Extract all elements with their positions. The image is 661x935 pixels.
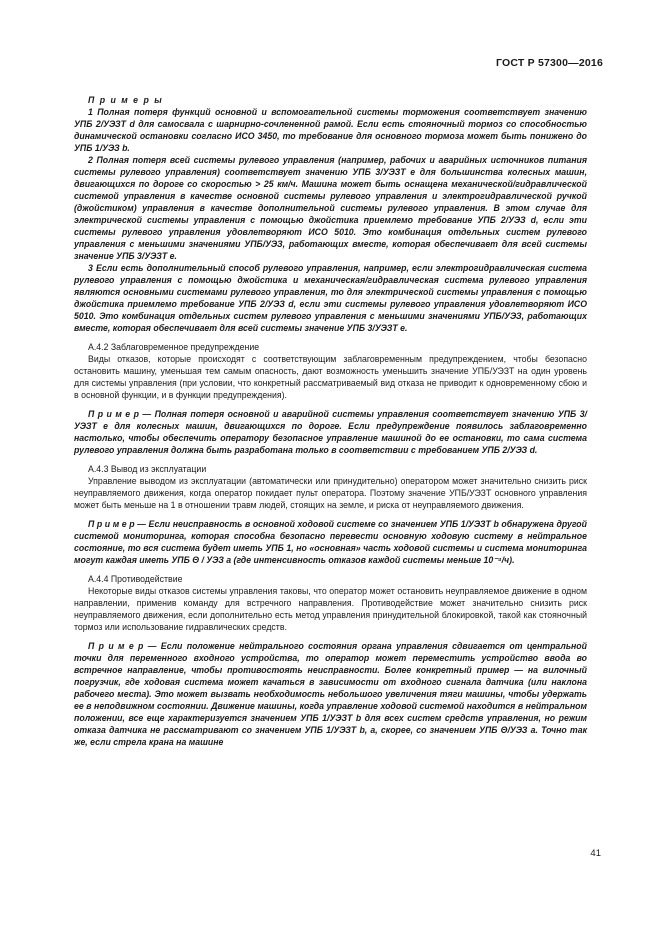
page-content xyxy=(74,94,587,748)
spacer xyxy=(74,633,587,640)
spacer xyxy=(74,566,587,573)
example-item-1: 1 Полная потеря функций основной и вспомогательной системы торможения соответствует значению УПБ 2/УЭЗT d для самосвала с шарнирно-сочлененной рамой. Если есть стояночный тормоз со способностью динамической остановки согласно ИСО 3450, то требование для основного тормоза может быть понижено до УПБ 1/УЭЗ b. xyxy=(74,107,587,153)
section-a43-title: А.4.3 Вывод из эксплуатации xyxy=(88,464,207,474)
section-a43-body: Управление выводом из эксплуатации (автоматически или принудительно) оператором может значительно снизить риск неуправляемого движения, когда оператор покидает пульт оператора. Поэтому значение УПБ/УЭЗT основного управления может быть меньше на 1 в отношении травм людей, стоящих на земле, и риска от неуправляемого движения. xyxy=(74,476,587,510)
spacer xyxy=(74,456,587,463)
example-item-3: 3 Если есть дополнительный способ рулевого управления, например, если электрогидравлическая система рулевого управления с помощью джойстика и механическая/гидравлическая система рулевого управления являются основными системами рулевого управления, то для электрической системы управления с помощью джойстика приемлемо требование УПБ 2/УЭЗ d, если эти системы рулевого управления удовлетворяют ИСО 5010. Это комбинация отдельных систем рулевого управления с меньшими значениями УПБ/УЭЗ, работающих вместе, которая обеспечивает для всей системы значение УПБ 3/УЭЗT e. xyxy=(74,263,587,333)
example-item-2: 2 Полная потеря всей системы рулевого управления (например, рабочих и аварийных источников питания системы рулевого управления) соответствует значению УПБ 3/УЭЗT e для большинства колесных машин, двигающихся по дороге со скоростью > 25 км/ч. Машина может быть оснащена механической/гидравлической системой управления в качестве основной системы рулевого управления и электрогидравлической ручкой (джойстиком) управления в качестве дополнительной системы рулевого управления. В этом случае для электрической системы управления с помощью джойстика приемлемо требование УПБ 2/УЭЗ d, если эти системы рулевого управления удовлетворяют ИСО 5010. Это комбинация отдельных систем рулевого управления с меньшими значениями УПБ/УЭЗ, работающих вместе, которая обеспечивает для всей системы значение УПБ 3/УЭЗT e. xyxy=(74,155,587,261)
section-a43-example: П р и м е р — Если неисправность в основной ходовой системе со значением УПБ 1/УЭЗT b обнаружена другой системой мониторинга, которая способна безопасно перевести основную ходовую систему в нейтральное состояние, то вся система будет иметь УПБ 1, но «основная» часть ходовой системы и система мониторинга могут каждая иметь УПБ Θ / УЭЗ a (где интенсивность отказов каждой системы меньше 10⁻⁴/ч). xyxy=(74,519,587,565)
section-a44-example: П р и м е р — Если положение нейтрального состояния органа управления сдвигается от центральной точки для переменного входного устройства, то оператор может переместить устройство ввода во встречное направление, чтобы противостоять неисправности. Более конкретный пример — на вилочный погрузчик, где ходовая система может качаться в зависимости от входного сигнала датчика (или наклона рабочего места). Это может вызвать необходимость небольшого увеличения тяги машины, чтобы удержать ее в неподвижном состоянии. Движение машины, когда управление ходовой системой находится в нейтральном положении, все еще характеризуется значением УПБ 1/УЭЗT b для всех систем средств управления, но режим отказа датчика не рассматривают со значением УПБ 1/УЭЗT b, а, скорее, со значением УПБ Θ/УЭЗ a. Точно так же, если стрела крана на машине xyxy=(74,641,587,747)
spacer xyxy=(74,511,587,518)
examples-heading: П р и м е р ы xyxy=(88,95,164,105)
section-a42-body: Виды отказов, которые происходят с соответствующим заблаговременным предупреждением, чтобы безопасно остановить машину, уменьшая тем самым опасность, дают возможность уменьшить значение УПБ/УЭЗT на один уровень для системы управления (при условии, что конкретный рассматриваемый вид отказа не приводит к одновременному сбою и в основной функции, и в функции предупреждения). xyxy=(74,354,587,400)
section-a44-body: Некоторые виды отказов системы управления таковы, что оператор может остановить неуправляемое движение в одном направлении, применив команду для встречного направления. Противодействие может значительно снизить риск неуправляемого движения, если дополнительно есть метод управления принудительной блокировкой, такой как стояночный тормоз или использование гидравлических средств. xyxy=(74,586,587,632)
section-a44-title: А.4.4 Противодействие xyxy=(88,574,183,584)
spacer xyxy=(74,401,587,408)
spacer xyxy=(74,334,587,341)
section-a42-example: П р и м е р — Полная потеря основной и аварийной системы управления соответствует значению УПБ 3/УЭЗT e для колесных машин, двигающихся по дороге. Если предупреждение появилось заблаговременно настолько, чтобы обеспечить оператору безопасное управление машиной до ее остановки, то сама система рулевого управления должна быть разработана только в соответствии с требованием УПБ 2/УЭЗ d. xyxy=(74,409,587,455)
page-number: 41 xyxy=(590,848,601,859)
standard-header: ГОСТ Р 57300—2016 xyxy=(495,57,603,69)
section-a42-title: А.4.2 Заблаговременное предупреждение xyxy=(88,342,260,352)
